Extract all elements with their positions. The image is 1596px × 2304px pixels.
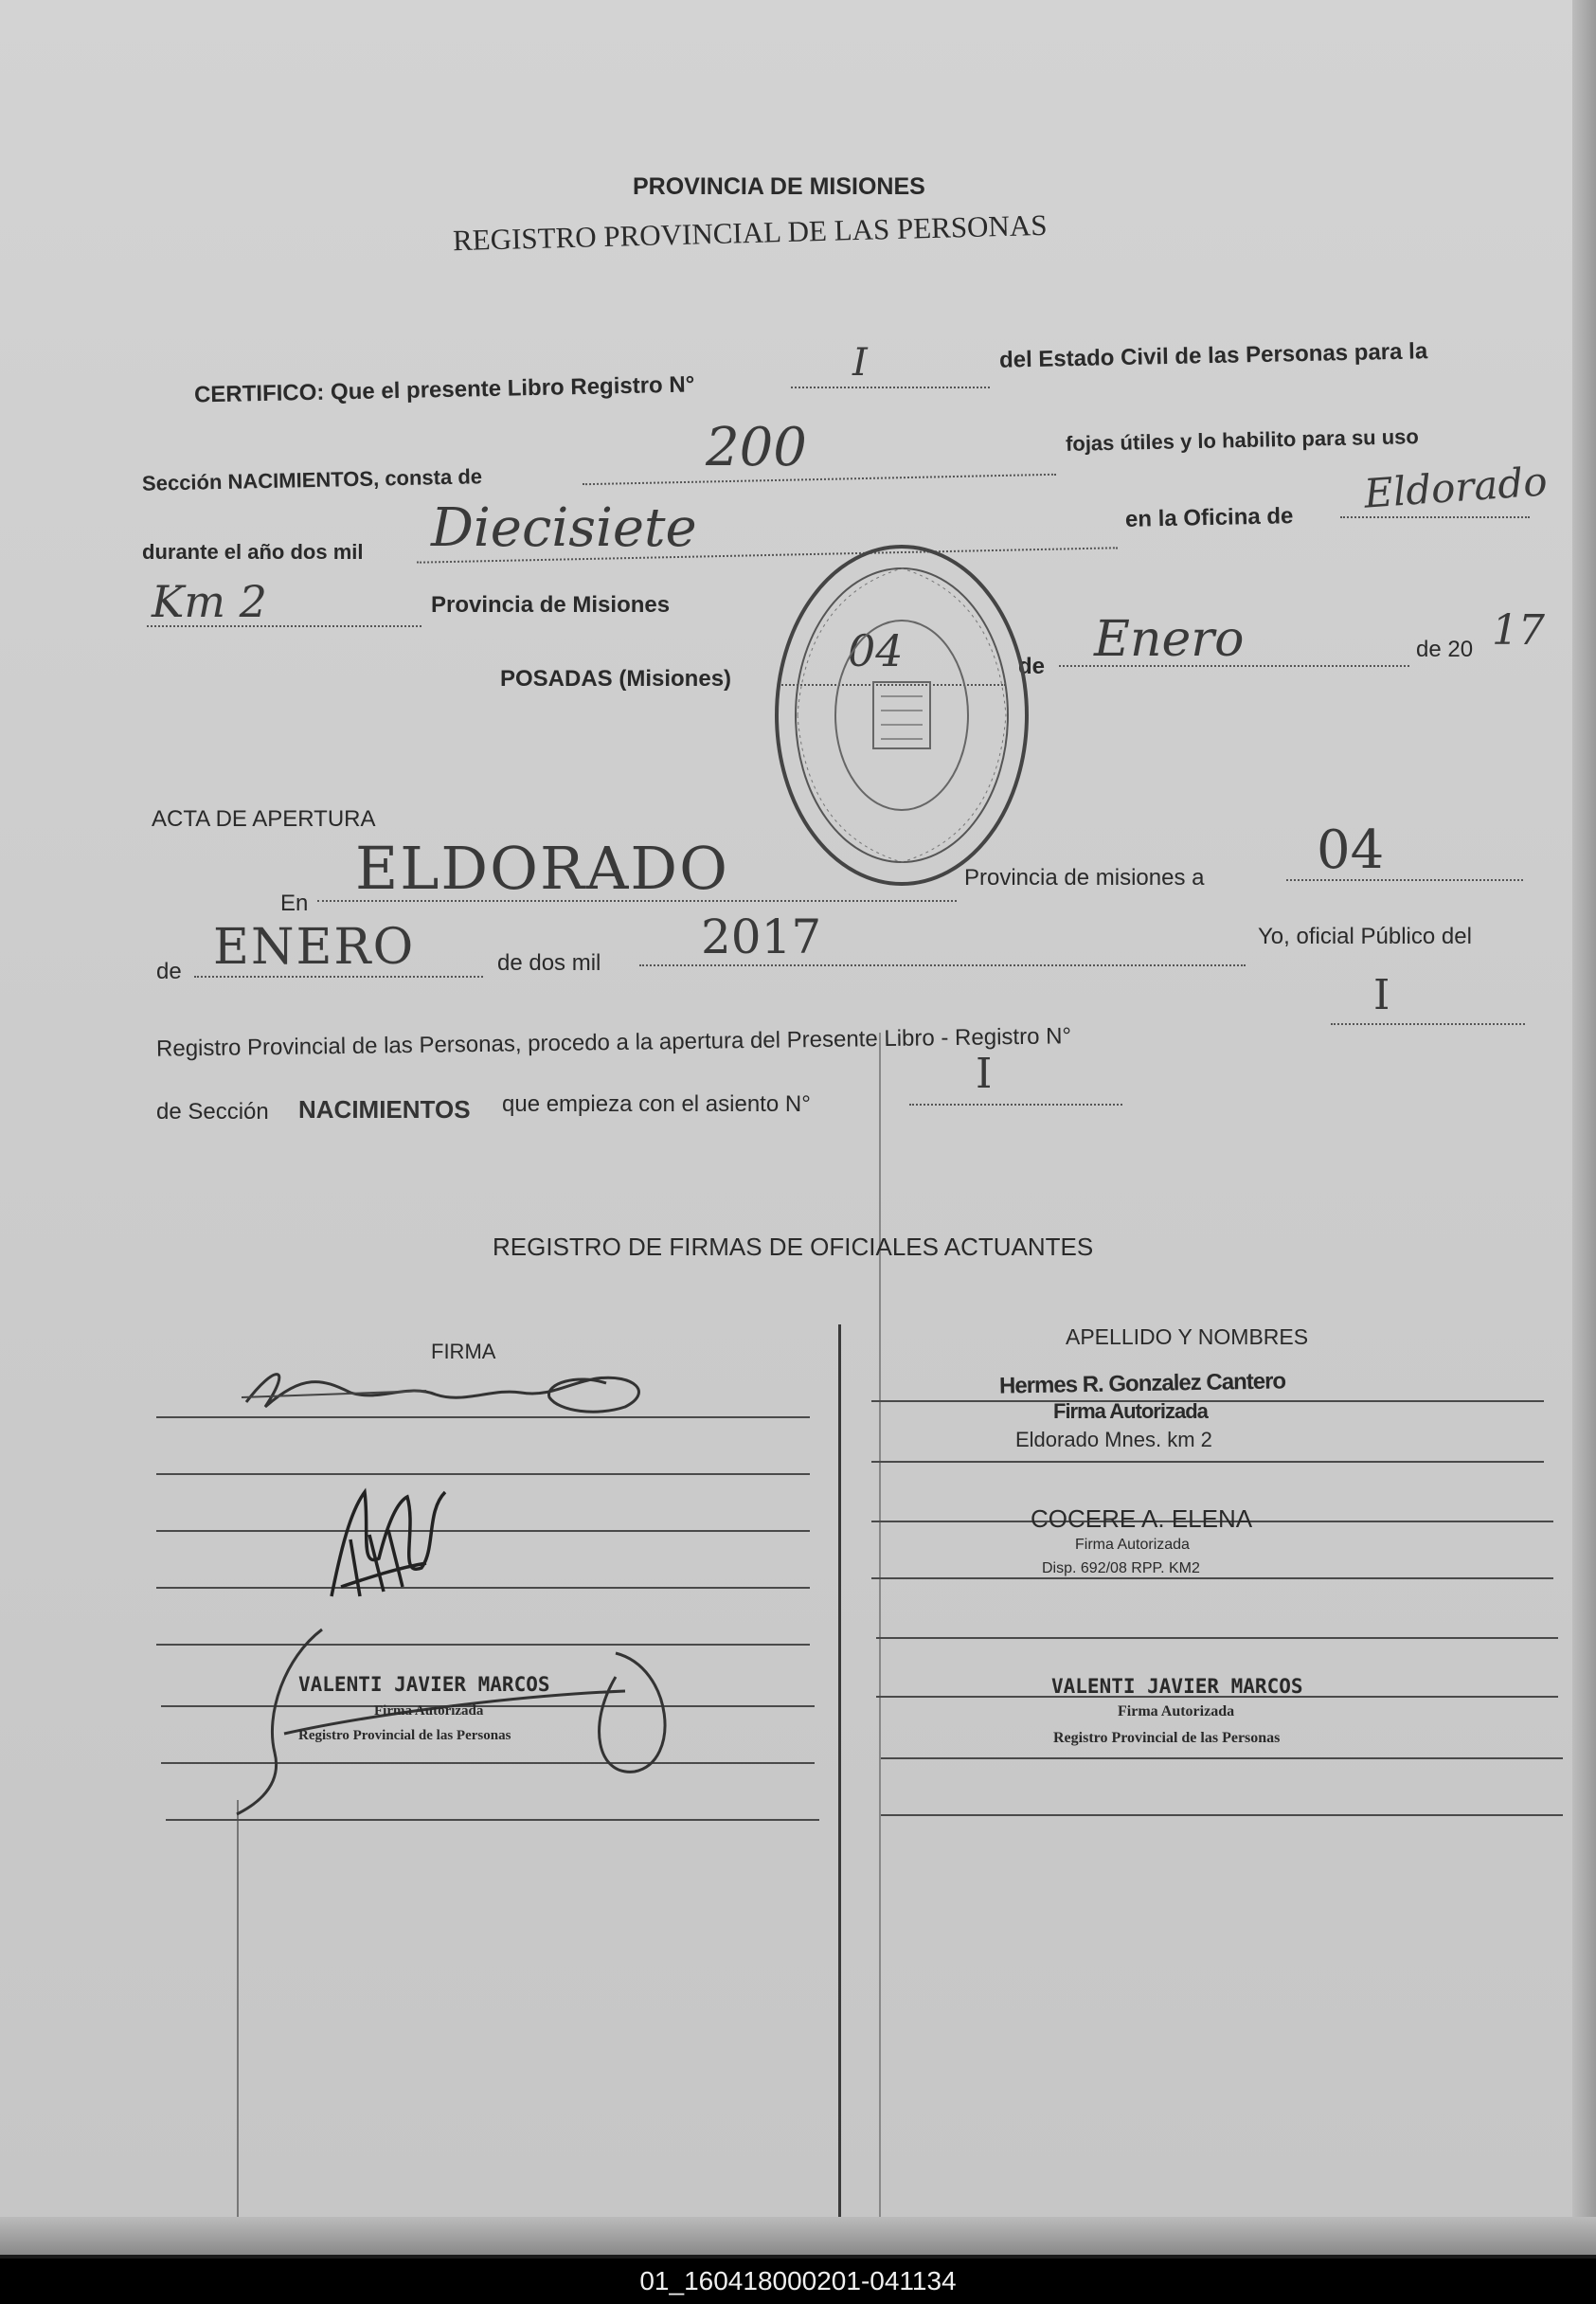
opening-day-handwritten: 04 [1317,819,1385,881]
opening-line4-prefix: de Sección [156,1099,269,1125]
opening-month-dots [194,976,483,978]
opening-in-label: En [280,891,309,916]
opening-city-handwritten: ELDORADO [355,834,729,903]
opening-section-handwritten: NACIMIENTOS [298,1095,471,1124]
opening-entry-handwritten: I [976,1050,993,1098]
signatures-title: REGISTRO DE FIRMAS DE OFICIALES ACTUANTES [493,1233,1094,1261]
signature-2 [313,1473,455,1611]
opening-year-handwritten: 2017 [701,909,822,964]
stamp-hermes-place: Eldorado Mnes. km 2 [1015,1428,1212,1451]
stamp-cocere-name: COCERE A. ELENA [1031,1504,1253,1533]
names-line-2 [871,1461,1544,1463]
opening-year-label: de dos mil [497,950,601,976]
opening-officer-label: Yo, oficial Público del [1258,924,1472,949]
folios-handwritten: 200 [706,417,807,478]
stamp-cocere-disposition: Disp. 692/08 RPP. KM2 [1042,1560,1200,1576]
office-cont-dots [147,625,421,627]
page-bottom-edge [0,2217,1596,2255]
names-line-4 [871,1577,1553,1579]
cert-line4-suffix: Provincia de Misiones [431,592,671,618]
official-seal [769,540,1034,891]
firma-line-3 [156,1530,810,1532]
stamp-cocere-role: Firma Autorizada [1075,1537,1190,1553]
cert-line2-suffix: fojas útiles y lo habilito para su uso [1065,424,1420,456]
registry-heading: REGISTRO PROVINCIAL DE LAS PERSONAS [452,207,1048,258]
book-number-dots [791,387,990,388]
book-number-handwritten: I [852,341,868,385]
office-handwritten: Eldorado [1362,458,1550,517]
cert-of-label: de [1018,654,1046,679]
opening-book-handwritten: I [1373,971,1390,1019]
names-column-header: APELLIDO Y NOMBRES [1066,1324,1309,1349]
stamp-hermes-name: Hermes R. Gonzalez Cantero [998,1368,1286,1399]
opening-province-label: Provincia de misiones a [964,865,1205,891]
province-heading: PROVINCIA DE MISIONES [633,173,925,200]
cert-year-handwritten: 17 [1492,606,1545,655]
stamp-valenti-left-name: VALENTI JAVIER MARCOS [298,1673,550,1696]
names-line-7 [881,1757,1563,1759]
stamp-valenti-right-role: Firma Autorizada [1118,1703,1235,1719]
stamp-valenti-left-registry: Registro Provincial de las Personas [298,1728,511,1743]
stamp-hermes-role: Firma Autorizada [1053,1399,1208,1423]
opening-line4-suffix: que empieza con el asiento N° [502,1091,811,1117]
opening-title: ACTA DE APERTURA [152,806,376,832]
cert-day-handwritten: 04 [848,625,904,676]
scan-file-caption: 01_160418000201-041134 [0,2259,1596,2304]
stamp-valenti-left-role: Firma Autorizada [374,1703,484,1719]
cert-line3-mid: en la Oficina de [1124,503,1294,532]
stamp-valenti-right-registry: Registro Provincial de las Personas [1053,1730,1281,1746]
opening-line3: Registro Provincial de las Personas, procedo a la apertura del Presente Libro - Registro N° [155,1023,1072,1062]
signature-3 [227,1620,691,1819]
opening-book-dots [1331,1023,1525,1025]
cert-line1-prefix: CERTIFICO: Que el presente Libro Registro N° [193,371,695,408]
cert-line1-suffix: del Estado Civil de las Personas para la [998,338,1428,373]
left-margin-line [237,1800,239,2217]
office-cont-handwritten: Km 2 [152,576,267,627]
opening-month-handwritten: ENERO [213,919,416,976]
opening-entry-dots [909,1104,1122,1106]
cert-place: POSADAS (Misiones) [500,666,732,692]
firma-column-header: FIRMA [431,1340,496,1363]
paper-edge-shadow [1572,0,1596,2255]
opening-year-dots [639,964,1246,966]
fold-line [879,1033,881,2217]
signature-1 [237,1355,663,1421]
signature-column-divider [838,1324,841,2217]
firma-line-4 [156,1587,810,1589]
firma-line-2 [156,1473,810,1475]
names-line-1 [871,1400,1544,1402]
stamp-valenti-right-name: VALENTI JAVIER MARCOS [1051,1675,1303,1698]
cert-year-prefix: de 20 [1416,637,1474,662]
firma-line-8 [166,1819,819,1821]
opening-de-label: de [156,959,182,984]
year-words-handwritten: Diecisiete [431,497,697,559]
cert-line3-prefix: durante el año dos mil [142,540,364,564]
cert-month-handwritten: Enero [1094,611,1245,668]
folios-dots [583,474,1056,485]
names-line-5 [876,1637,1558,1639]
cert-line2-prefix: Sección NACIMIENTOS, consta de [141,464,483,495]
names-line-8 [881,1814,1563,1816]
